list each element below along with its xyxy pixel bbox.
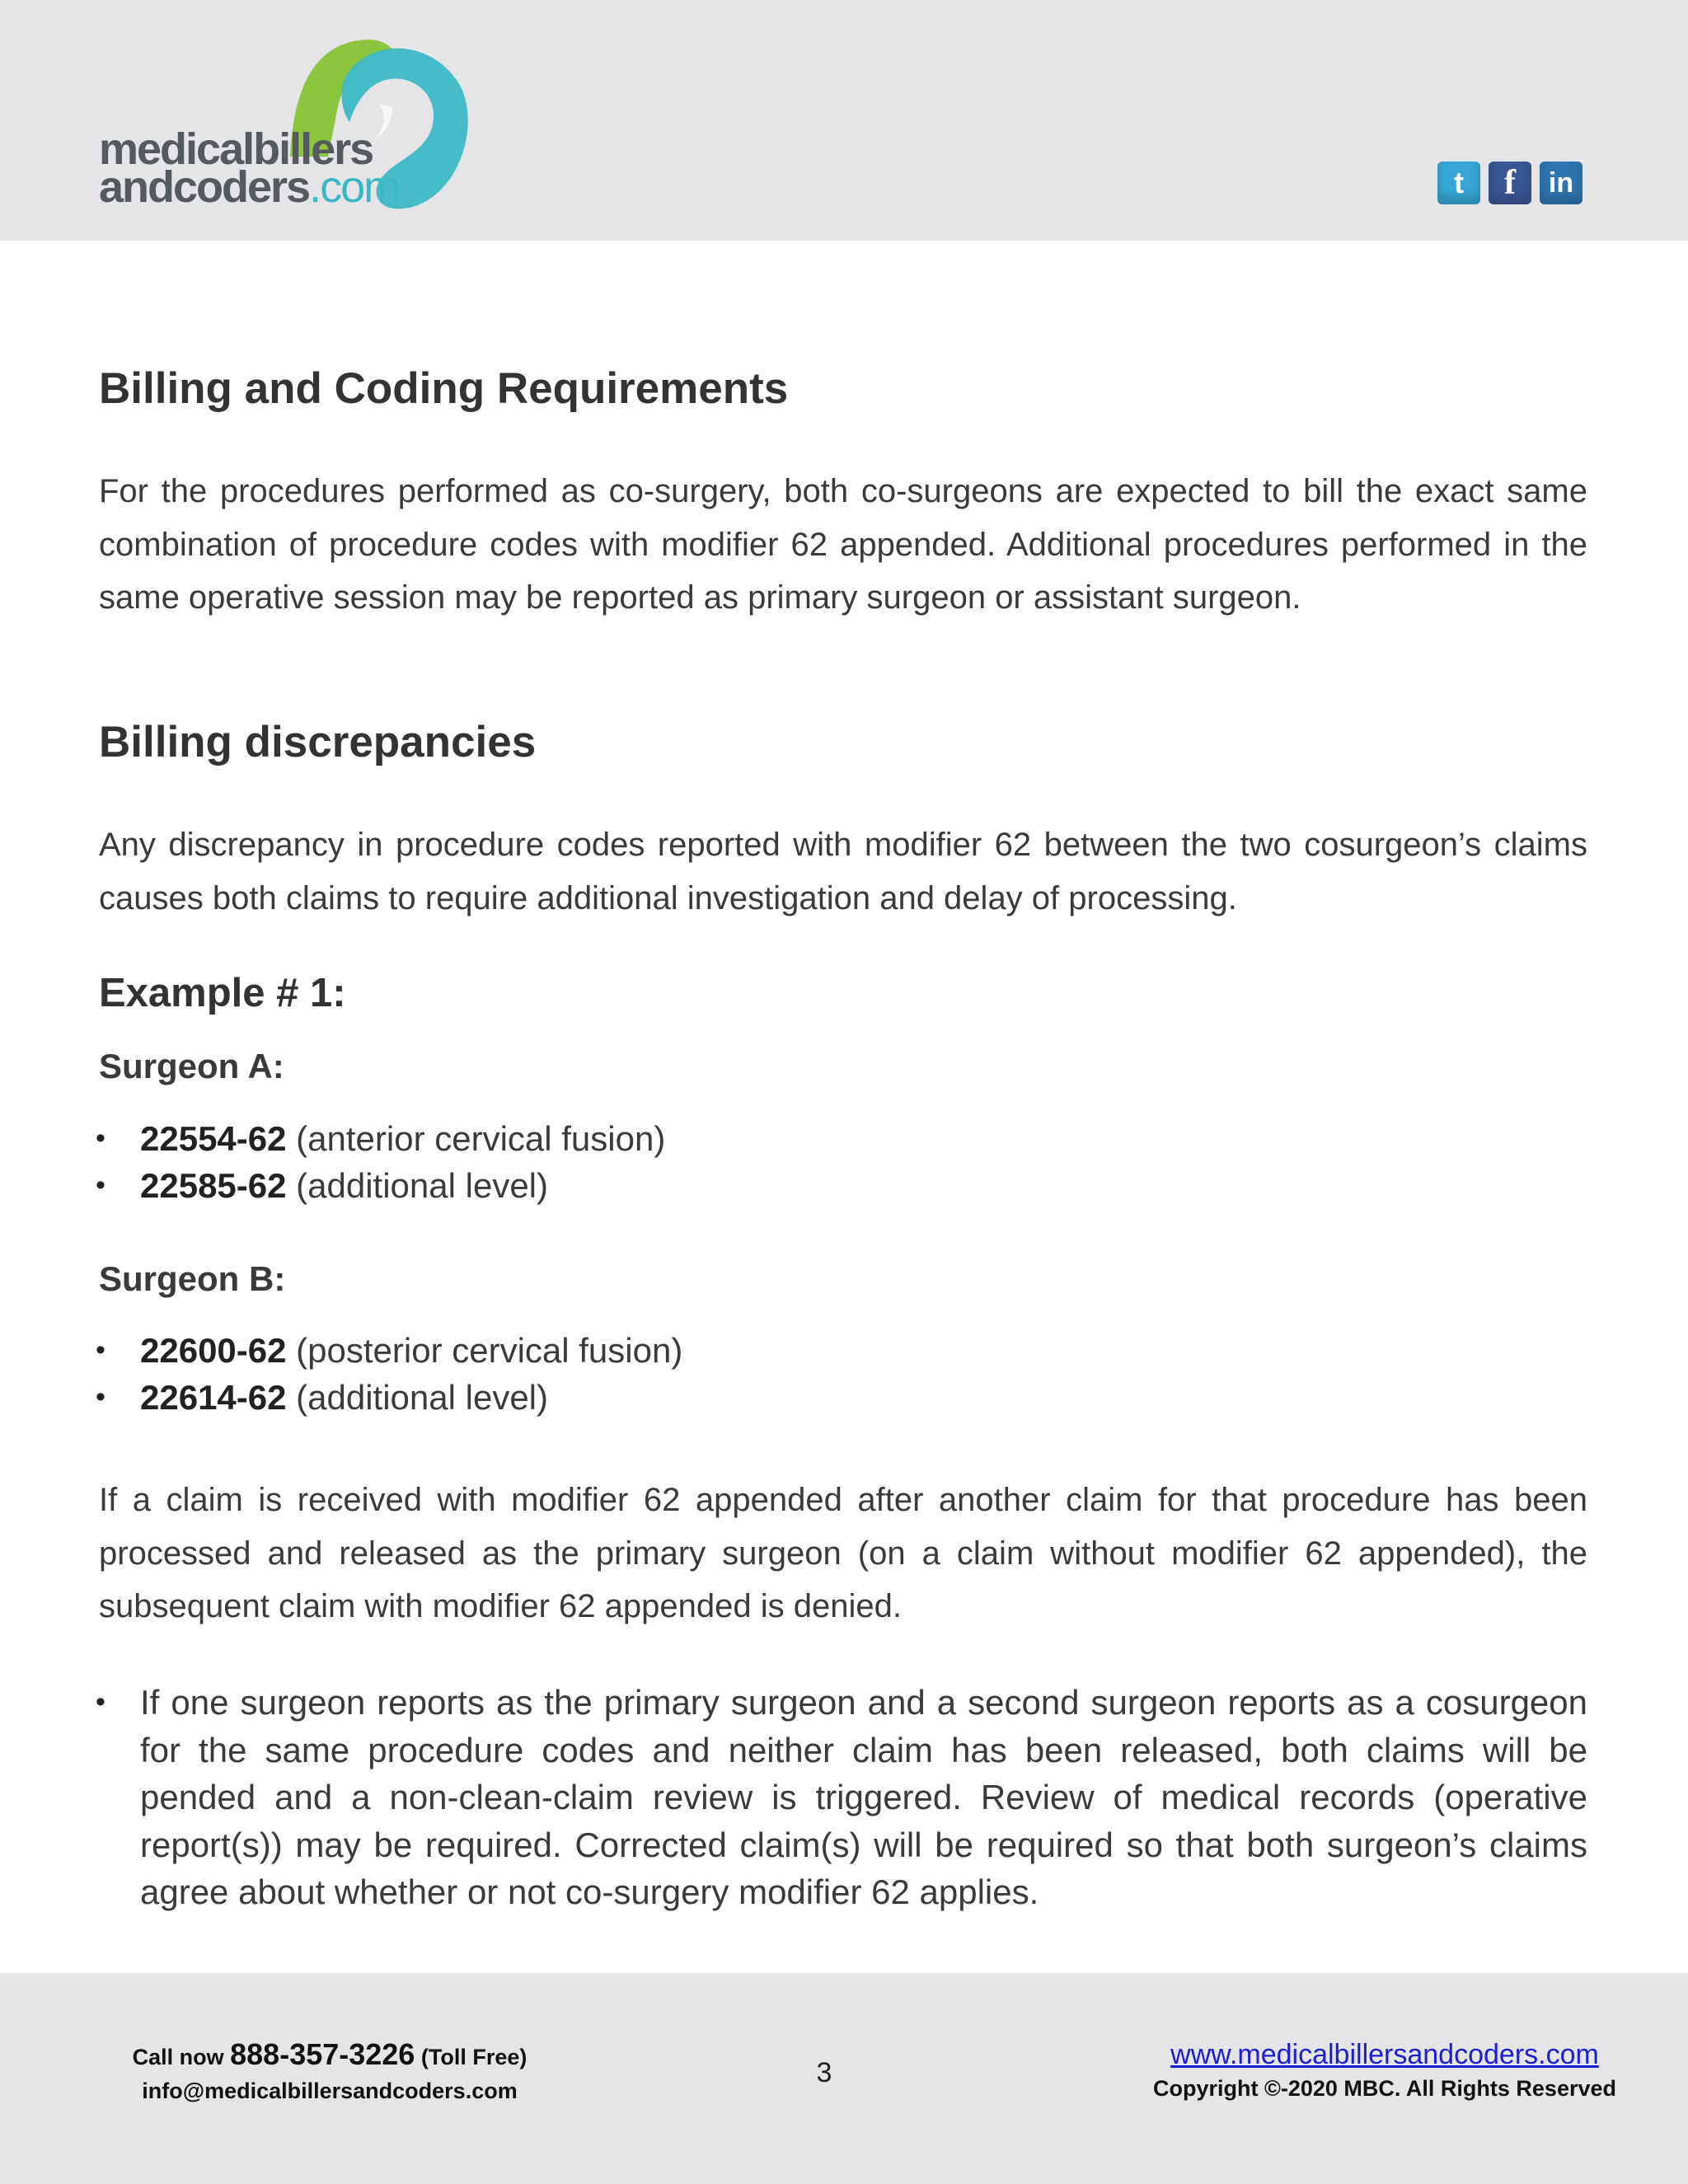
list-item: [99, 1374, 682, 1421]
website-link[interactable]: www.medicalbillersandcoders.com: [1170, 2039, 1599, 2070]
social-links: [1437, 162, 1582, 204]
procedure-desc: (posterior cervical fusion): [286, 1331, 683, 1370]
call-prefix: Call now: [132, 2045, 231, 2069]
company-logo[interactable]: [96, 33, 491, 223]
copyright-text: Copyright ©-2020 MBC. All Rights Reserved: [1152, 2076, 1616, 2101]
procedure-code: 22554-62: [140, 1119, 287, 1158]
list-item: [99, 1327, 682, 1374]
bullet-list: [99, 1679, 1587, 1916]
heading-billing-discrepancies: Billing discrepancies: [99, 718, 537, 766]
paragraph-modifier-denial: If a claim is received with modifier 62 appended after another claim for that procedure has been processed and released as the primary surgeon (on a claim without modifier 62 appended), the subsequent claim with modifier 62 appended is denied.: [99, 1482, 1587, 1624]
logo-line-2: andcoders: [99, 162, 310, 212]
linkedin-icon[interactable]: in: [1540, 162, 1582, 204]
procedure-code: 22585-62: [140, 1166, 287, 1205]
logo-wordmark: [99, 124, 400, 212]
procedure-desc: (additional level): [286, 1166, 549, 1205]
page-footer: [0, 1973, 1688, 2184]
procedure-code: 22600-62: [140, 1331, 287, 1370]
logo-dotcom: .com: [309, 162, 400, 212]
list-item: [99, 1162, 665, 1209]
paragraph-discrepancies: Any discrepancy in procedure codes reported with modifier 62 between the two cosurgeon’s claims causes both claims to require additional investigation and delay of processing.: [99, 827, 1587, 916]
phone-number[interactable]: 888-357-3226: [230, 2037, 415, 2071]
heading-billing-coding: Billing and Coding Requirements: [99, 364, 789, 413]
facebook-icon[interactable]: f: [1489, 162, 1531, 204]
surgeon-b-list: [99, 1327, 682, 1421]
toll-free-label: (Toll Free): [415, 2045, 528, 2069]
surgeon-b-label: Surgeon B:: [99, 1259, 286, 1298]
email-address[interactable]: info@medicalbillersandcoders.com: [142, 2079, 518, 2103]
paragraph-co-surgery: For the procedures performed as co-surgery, both co-surgeons are expected to bill the exact same combination of procedure codes with modifier 62 appended. Additional procedures performed in the same operative session may be reported as primary surgeon or assistant surgeon.: [99, 473, 1587, 616]
logo-line-1: medicalbillers: [99, 124, 373, 174]
surgeon-a-list: [99, 1115, 665, 1209]
surgeon-a-label: Surgeon A:: [99, 1047, 284, 1085]
footer-website: [1137, 2039, 1632, 2102]
procedure-code: 22614-62: [140, 1378, 287, 1417]
page-header: [0, 0, 1688, 241]
list-item: • If one surgeon reports as the primary surgeon and a second surgeon reports as a cosurgeon for the same procedure codes and neither claim has been released, both claims will be pended and a non-clean-claim review is triggered. Review of medical records (operative report(s)) may be required. Corrected claim(s) will be required so that both surgeon’s claims agree about whether or not co-surgery modifier 62 applies.: [99, 1679, 1587, 1916]
twitter-icon[interactable]: t: [1437, 162, 1480, 204]
procedure-desc: (additional level): [286, 1378, 549, 1417]
footer-contact: [0, 2037, 659, 2104]
list-item: [99, 1115, 665, 1162]
procedure-desc: (anterior cervical fusion): [286, 1119, 666, 1158]
page-number: 3: [816, 2057, 832, 2088]
heading-example-1: Example # 1:: [99, 971, 346, 1015]
